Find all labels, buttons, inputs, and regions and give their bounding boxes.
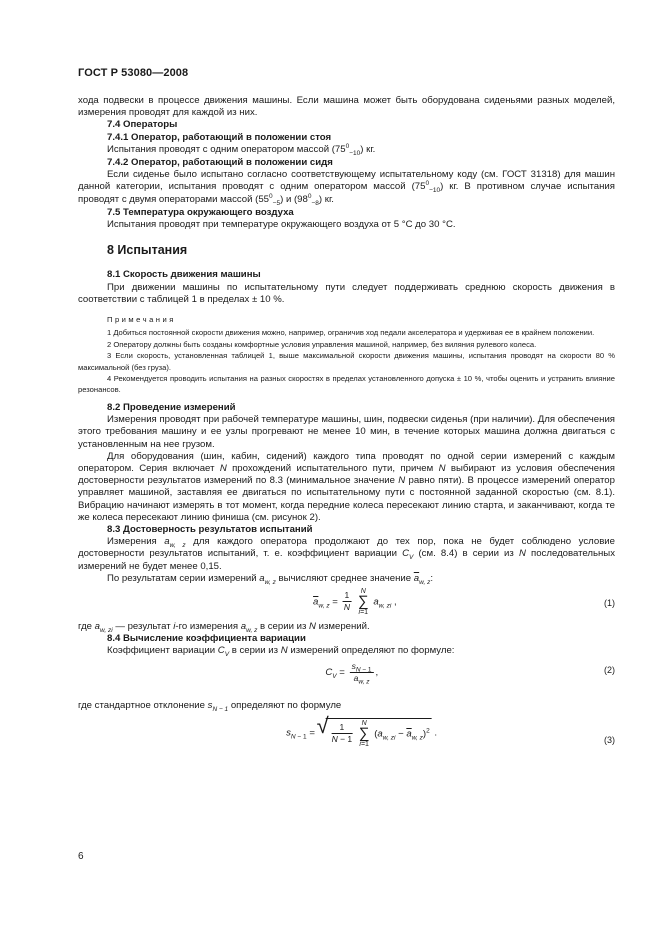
note-item: 3 Если скорость, установленная таблицей 1, выше максимальной скорости движения машины, испытания проводят на скорости 80 % максимальной (без груза). [78, 351, 615, 372]
section-8-4-heading: 8.4 Вычисление коэффициента вариации [107, 633, 306, 645]
page-number: 6 [78, 851, 84, 862]
section-7-5-text: Испытания проводят при температуре окружающего воздуха от 5 °С до 30 °С. [107, 219, 456, 231]
section-8-1-heading: 8.1 Скорость движения машины [107, 269, 261, 281]
equation-1 [78, 585, 615, 621]
equation-2-formula: $C_V$ = $\frac{s_{N - 1}}{\overline{a}_{w, z}}$ , [325, 660, 379, 686]
section-7-4-2-text: Если сиденье было испытано согласно соответствующему испытательному коду (см. ГОСТ 31318) для машин данной категории, испытания проводят с одним оператором массой $(75^0_{-10})$ кг. В противном случае испытания проводят с двумя операторами массой $(55^0_{-5})$ и $(98^0_{-8})$ кг. [78, 169, 615, 207]
section-8-heading: 8 Испытания [107, 243, 188, 258]
section-8-3-paragraph-1: Измерения $a_{w, z}$ для каждого оператора продолжают до тех пор, пока не будет соблюдено условие достоверности результатов испытаний, т. е. коэффициент вариации $C_V$ (см. 8.4) в серии из N последовательных измерений не будет менее 0,15. [78, 536, 616, 572]
section-8-3-heading: 8.3 Достоверность результатов испытаний [107, 523, 313, 535]
equation-2-explanation: где стандартное отклонение $s_{N - 1}$ определяют по формуле [78, 699, 342, 713]
section-8-2-paragraph-1: Измерения проводят при рабочей температуре машины, шин, подвески сиденья (при наличии). Для обеспечения этого требования машину и ее узлы прогревают не менее 10 мин, в течение которых машина должна двигаться с установленным на нее грузом. [78, 414, 615, 450]
section-7-4-2-heading: 7.4.2 Оператор, работающий в положении сидя [107, 157, 333, 169]
section-7-4-heading: 7.4 Операторы [107, 119, 178, 131]
equation-3-number: (3) [604, 734, 615, 745]
equation-2-number: (2) [604, 664, 615, 675]
section-7-4-1-text: Испытания проводят с одним оператором массой $(75^0_{-10})$ кг. [107, 142, 376, 157]
section-8-1-text: При движении машины по испытательному пути следует поддерживать среднюю скорость движения в соответствии с таблицей 1 в пределах ± 10 %. [78, 281, 615, 305]
equation-2 [78, 658, 615, 696]
section-8-4-paragraph: Коэффициент вариации $C_V$ в серии из N измерений определяют по формуле: [107, 645, 455, 659]
equation-1-number: (1) [604, 597, 615, 608]
notes-block [78, 314, 615, 396]
note-item: 2 Оператору должны быть созданы комфортные условия управления машиной, например, без виляния рулевого колеса. [107, 339, 537, 349]
equation-1-explanation: где $a_{w, zi}$ — результат i-го измерения $a_{w, z}$ в серии из N измерений. [78, 620, 370, 634]
equation-1-formula: $\overline{a}_{w, z}$ = $\frac{1}{N}$ N ∑ i=1 $a_{w, zi}$ , [313, 587, 397, 616]
note-item: 4 Рекомендуется проводить испытания на разных скоростях в пределах установленного допуска ± 10 %, чтобы оценить и устранить влияние резонансов. [78, 374, 615, 395]
equation-3-formula: $s_{N - 1}$ = √ $\frac{1}{N - 1}$ N ∑ i=1 $(a_{w, zi} - \overline{a}_{w, z})^2$ . [286, 718, 437, 748]
section-7-4-1-heading: 7.4.1 Оператор, работающий в положении стоя [107, 131, 332, 143]
equation-3 [78, 712, 615, 762]
section-8-2-paragraph-2: Для оборудования (шин, кабин, сидений) каждого типа проводят по одной серии измерений с каждым оператором. Серия включает N прохождений испытательного пути, причем N выбирают из условия обеспечения достоверности результатов измерений по 8.3 (минимальное значение N равно пяти). В процессе измерений оператор управляет машиной, заставляя ее двигаться по испытательному пути с постоянной заданной скоростью (см. 8.1). Вибрацию начинают измерять в тот момент, когда передние колеса пересекают линию старта, и заканчивают, когда те же колеса пересекают линию финиша (см. рисунок 2). [78, 450, 615, 523]
section-8-2-heading: 8.2 Проведение измерений [107, 401, 236, 413]
notes-title: Примечания [107, 315, 176, 325]
document-body [78, 95, 615, 762]
section-7-5-heading: 7.5 Температура окружающего воздуха [107, 206, 294, 218]
document-header: ГОСТ Р 53080—2008 [78, 67, 189, 79]
intro-paragraph: хода подвески в процессе движения машины. Если машина может быть оборудована сиденьями разных моделей, измерения проводят для каждой из них. [78, 95, 615, 119]
note-item: 1 Добиться постоянной скорости движения можно, например, ограничив ход педали акселератора и удерживая ее в крайнем положении. [107, 328, 595, 338]
section-8-3-paragraph-2: По результатам серии измерений $a_{w, z}$ вычисляют среднее значение $\overline{a}_{w, z}$: [107, 572, 433, 586]
